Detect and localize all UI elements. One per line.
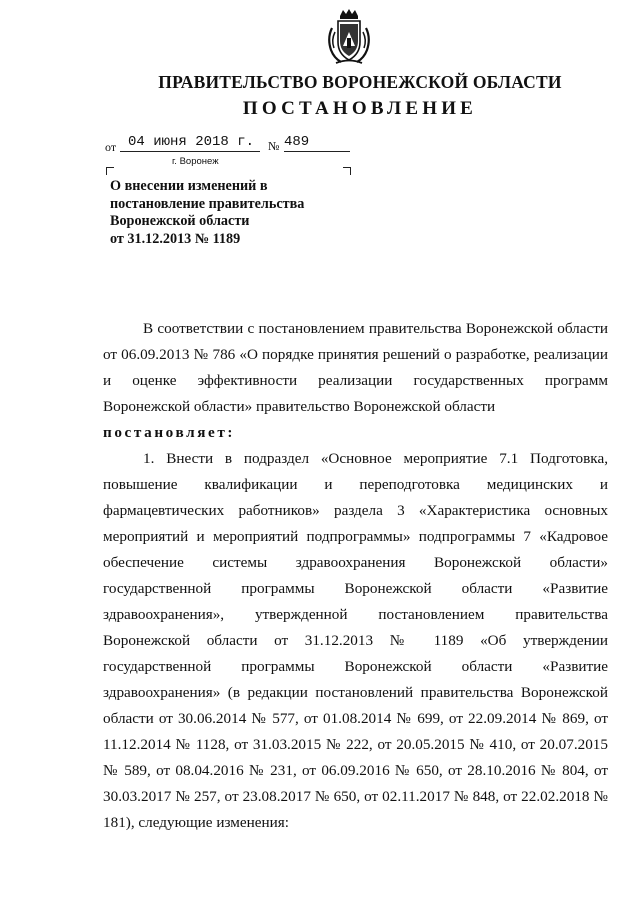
date-prefix: от — [105, 140, 117, 154]
document-date-text: 04 июня 2018 г. — [128, 134, 255, 150]
document-body — [103, 316, 608, 836]
number-prefix: № — [268, 139, 280, 153]
corner-mark-left — [106, 167, 114, 175]
document-date — [120, 134, 260, 152]
subject-line: Воронежской области — [110, 213, 250, 230]
document-type: ПОСТАНОВЛЕНИЕ — [242, 98, 478, 119]
subject-line: от 31.12.2013 № 1189 — [110, 230, 241, 247]
corner-mark-right — [343, 167, 351, 175]
item-1-paragraph: 1. Внести в подраздел «Основное мероприятие 7.1 Подготовка, повышение квалификации и переподготовка медицинских и фармацевтических работников» раздела 3 «Характеристика основных мероприятий и мероприятий подпрограммы» подпрограммы 7 «Кадровое обеспечение системы здравоохранения Воронежской области» государственной программы Воронежской области «Развитие здравоохранения», утвержденной постановлением правительства Воронежской области от 31.12.2013 № 1189 «Об утверждении государственной программы Воронежской области «Развитие здравоохранения» (в редакции постановлений правительства Воронежской области от 30.06.2014 № 577, от 01.08.2014 № 699, от 22.09.2014 № 869, от 11.12.2014 № 1128, от 31.03.2015 № 222, от 20.05.2015 № 410, от 20.07.2015 № 589, от 08.04.2016 № 231, от 06.09.2016 № 650, от 28.10.2016 № 804, от 30.03.2017 № 257, от 23.08.2017 № 650, от 02.11.2017 № 848, от 22.02.2018 № 181), следующие изменения: — [103, 450, 608, 831]
government-title: ПРАВИТЕЛЬСТВО ВОРОНЕЖСКОЙ ОБЛАСТИ — [158, 72, 562, 92]
subject-line: постановление правительства — [110, 195, 305, 212]
subject-line: О внесении изменений в — [110, 178, 268, 194]
preamble-paragraph: В соответствии с постановлением правительства Воронежской области от 06.09.2013 № 786 «О порядке принятия решений о разработке, реализации и оценке эффективности реализации государственных программ Воронежской области» правительство Воронежской области — [103, 320, 608, 415]
document-subject — [110, 178, 360, 248]
document-number: 489 — [284, 134, 350, 152]
decree-word: постановляет: — [103, 424, 236, 441]
city-label: г. Воронеж — [172, 156, 219, 167]
coat-of-arms-icon — [326, 8, 372, 66]
